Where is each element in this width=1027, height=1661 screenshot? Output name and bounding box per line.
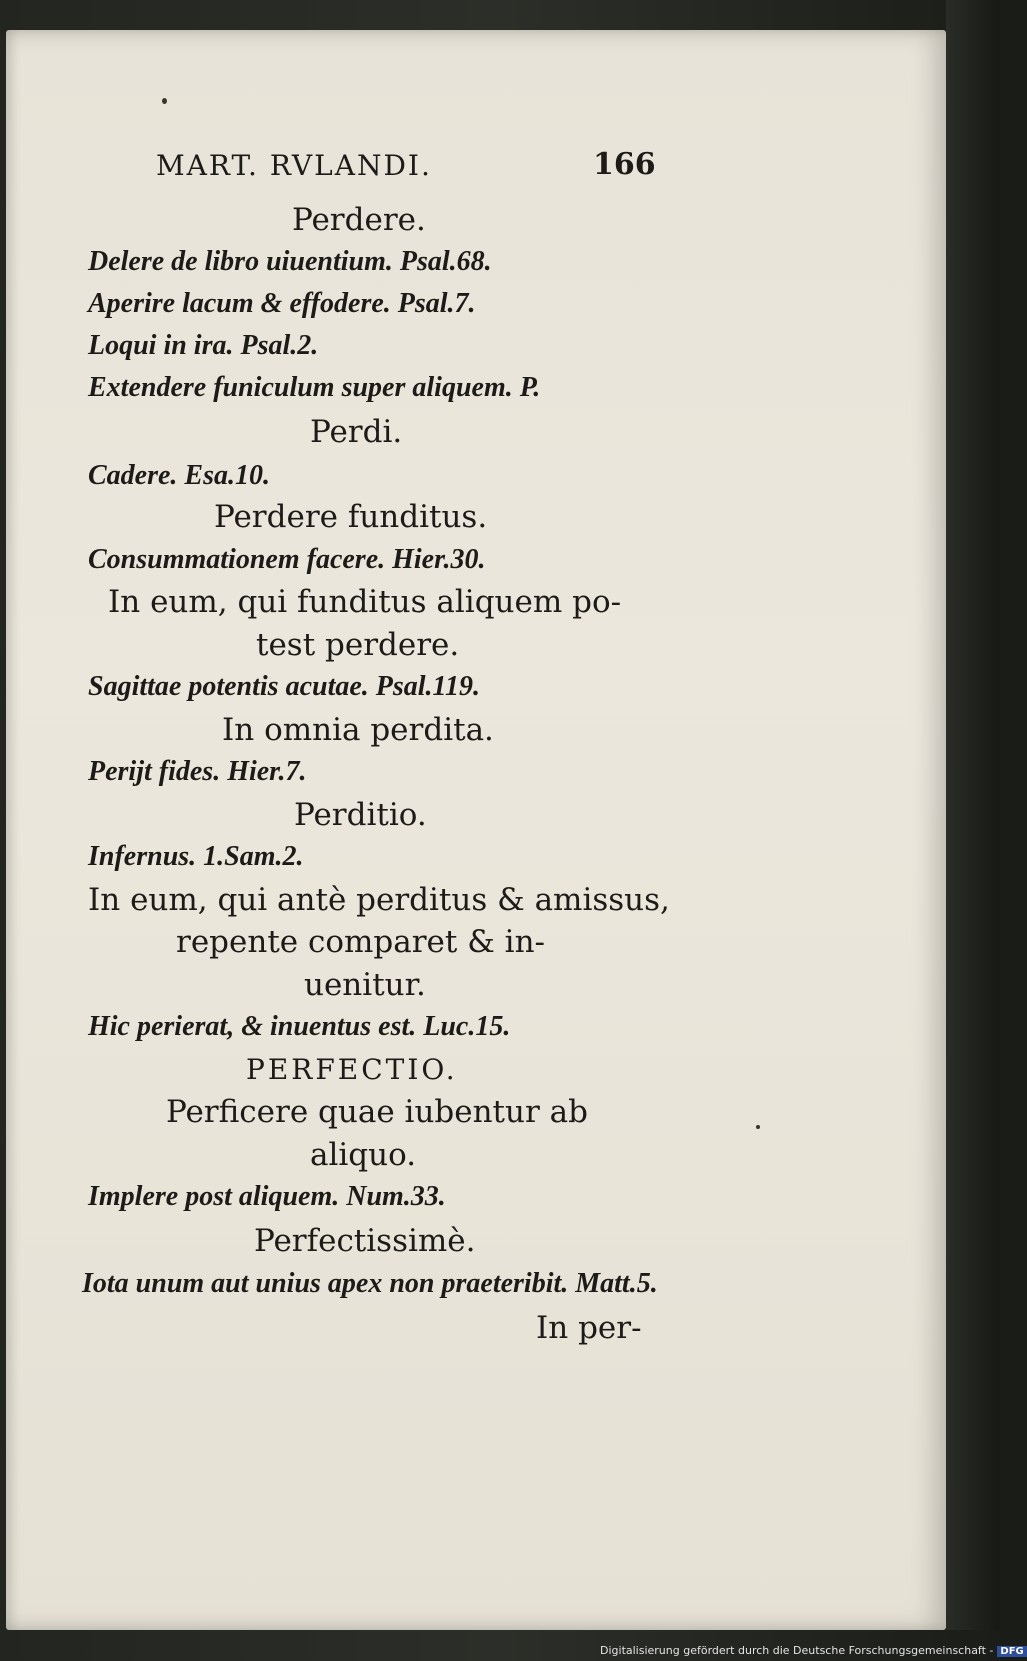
ink-speck bbox=[756, 1125, 760, 1129]
text-line: Aperire lacum & effodere. Psal.7. bbox=[88, 288, 476, 319]
dfg-logo: DFG bbox=[997, 1646, 1026, 1657]
scan-right-edge bbox=[946, 0, 1000, 1630]
entry-heading: In eum, qui antè perditus & amissus, bbox=[88, 882, 670, 918]
entry-heading: Perdere. bbox=[292, 202, 426, 238]
text-line: Perijt fides. Hier.7. bbox=[88, 756, 307, 787]
text-line: Loqui in ira. Psal.2. bbox=[88, 330, 319, 361]
text-line: Delere de libro uiuentium. Psal.68. bbox=[88, 246, 492, 277]
entry-heading: PERFECTIO. bbox=[246, 1053, 458, 1086]
catchword: In per- bbox=[536, 1310, 642, 1346]
page-number: 166 bbox=[593, 147, 656, 182]
entry-heading: test perdere. bbox=[256, 627, 460, 663]
entry-heading: repente comparet & in- bbox=[176, 924, 546, 960]
text-line: Hic perierat, & inuentus est. Luc.15. bbox=[88, 1011, 511, 1042]
text-line: Infernus. 1.Sam.2. bbox=[88, 841, 304, 872]
entry-heading: In omnia perdita. bbox=[222, 712, 494, 748]
digitization-credit bbox=[600, 1644, 1027, 1658]
text-line: Implere post aliquem. Num.33. bbox=[88, 1181, 446, 1212]
text-line: Cadere. Esa.10. bbox=[88, 460, 270, 491]
ink-speck bbox=[162, 98, 167, 104]
credit-text: Digitalisierung gefördert durch die Deutsche Forschungsgemeinschaft - bbox=[600, 1644, 994, 1657]
entry-heading: Perfectissimè. bbox=[254, 1223, 476, 1259]
entry-heading: Perdi. bbox=[310, 414, 403, 450]
entry-heading: Perdere funditus. bbox=[214, 499, 488, 535]
entry-heading: In eum, qui funditus aliquem po- bbox=[108, 584, 622, 620]
entry-heading: uenitur. bbox=[304, 967, 426, 1003]
running-head-title: MART. RVLANDI. bbox=[156, 149, 432, 182]
entry-heading: aliquo. bbox=[310, 1137, 417, 1173]
text-line: Sagittae potentis acutae. Psal.119. bbox=[88, 671, 481, 702]
entry-heading: Perficere quae iubentur ab bbox=[166, 1094, 588, 1130]
entry-heading: Perditio. bbox=[294, 797, 427, 833]
text-line: Iota unum aut unius apex non praeteribit. Matt.5. bbox=[82, 1268, 658, 1299]
text-line: Extendere funiculum super aliquem. P. bbox=[88, 372, 541, 403]
text-line: Consummationem facere. Hier.30. bbox=[88, 544, 486, 575]
